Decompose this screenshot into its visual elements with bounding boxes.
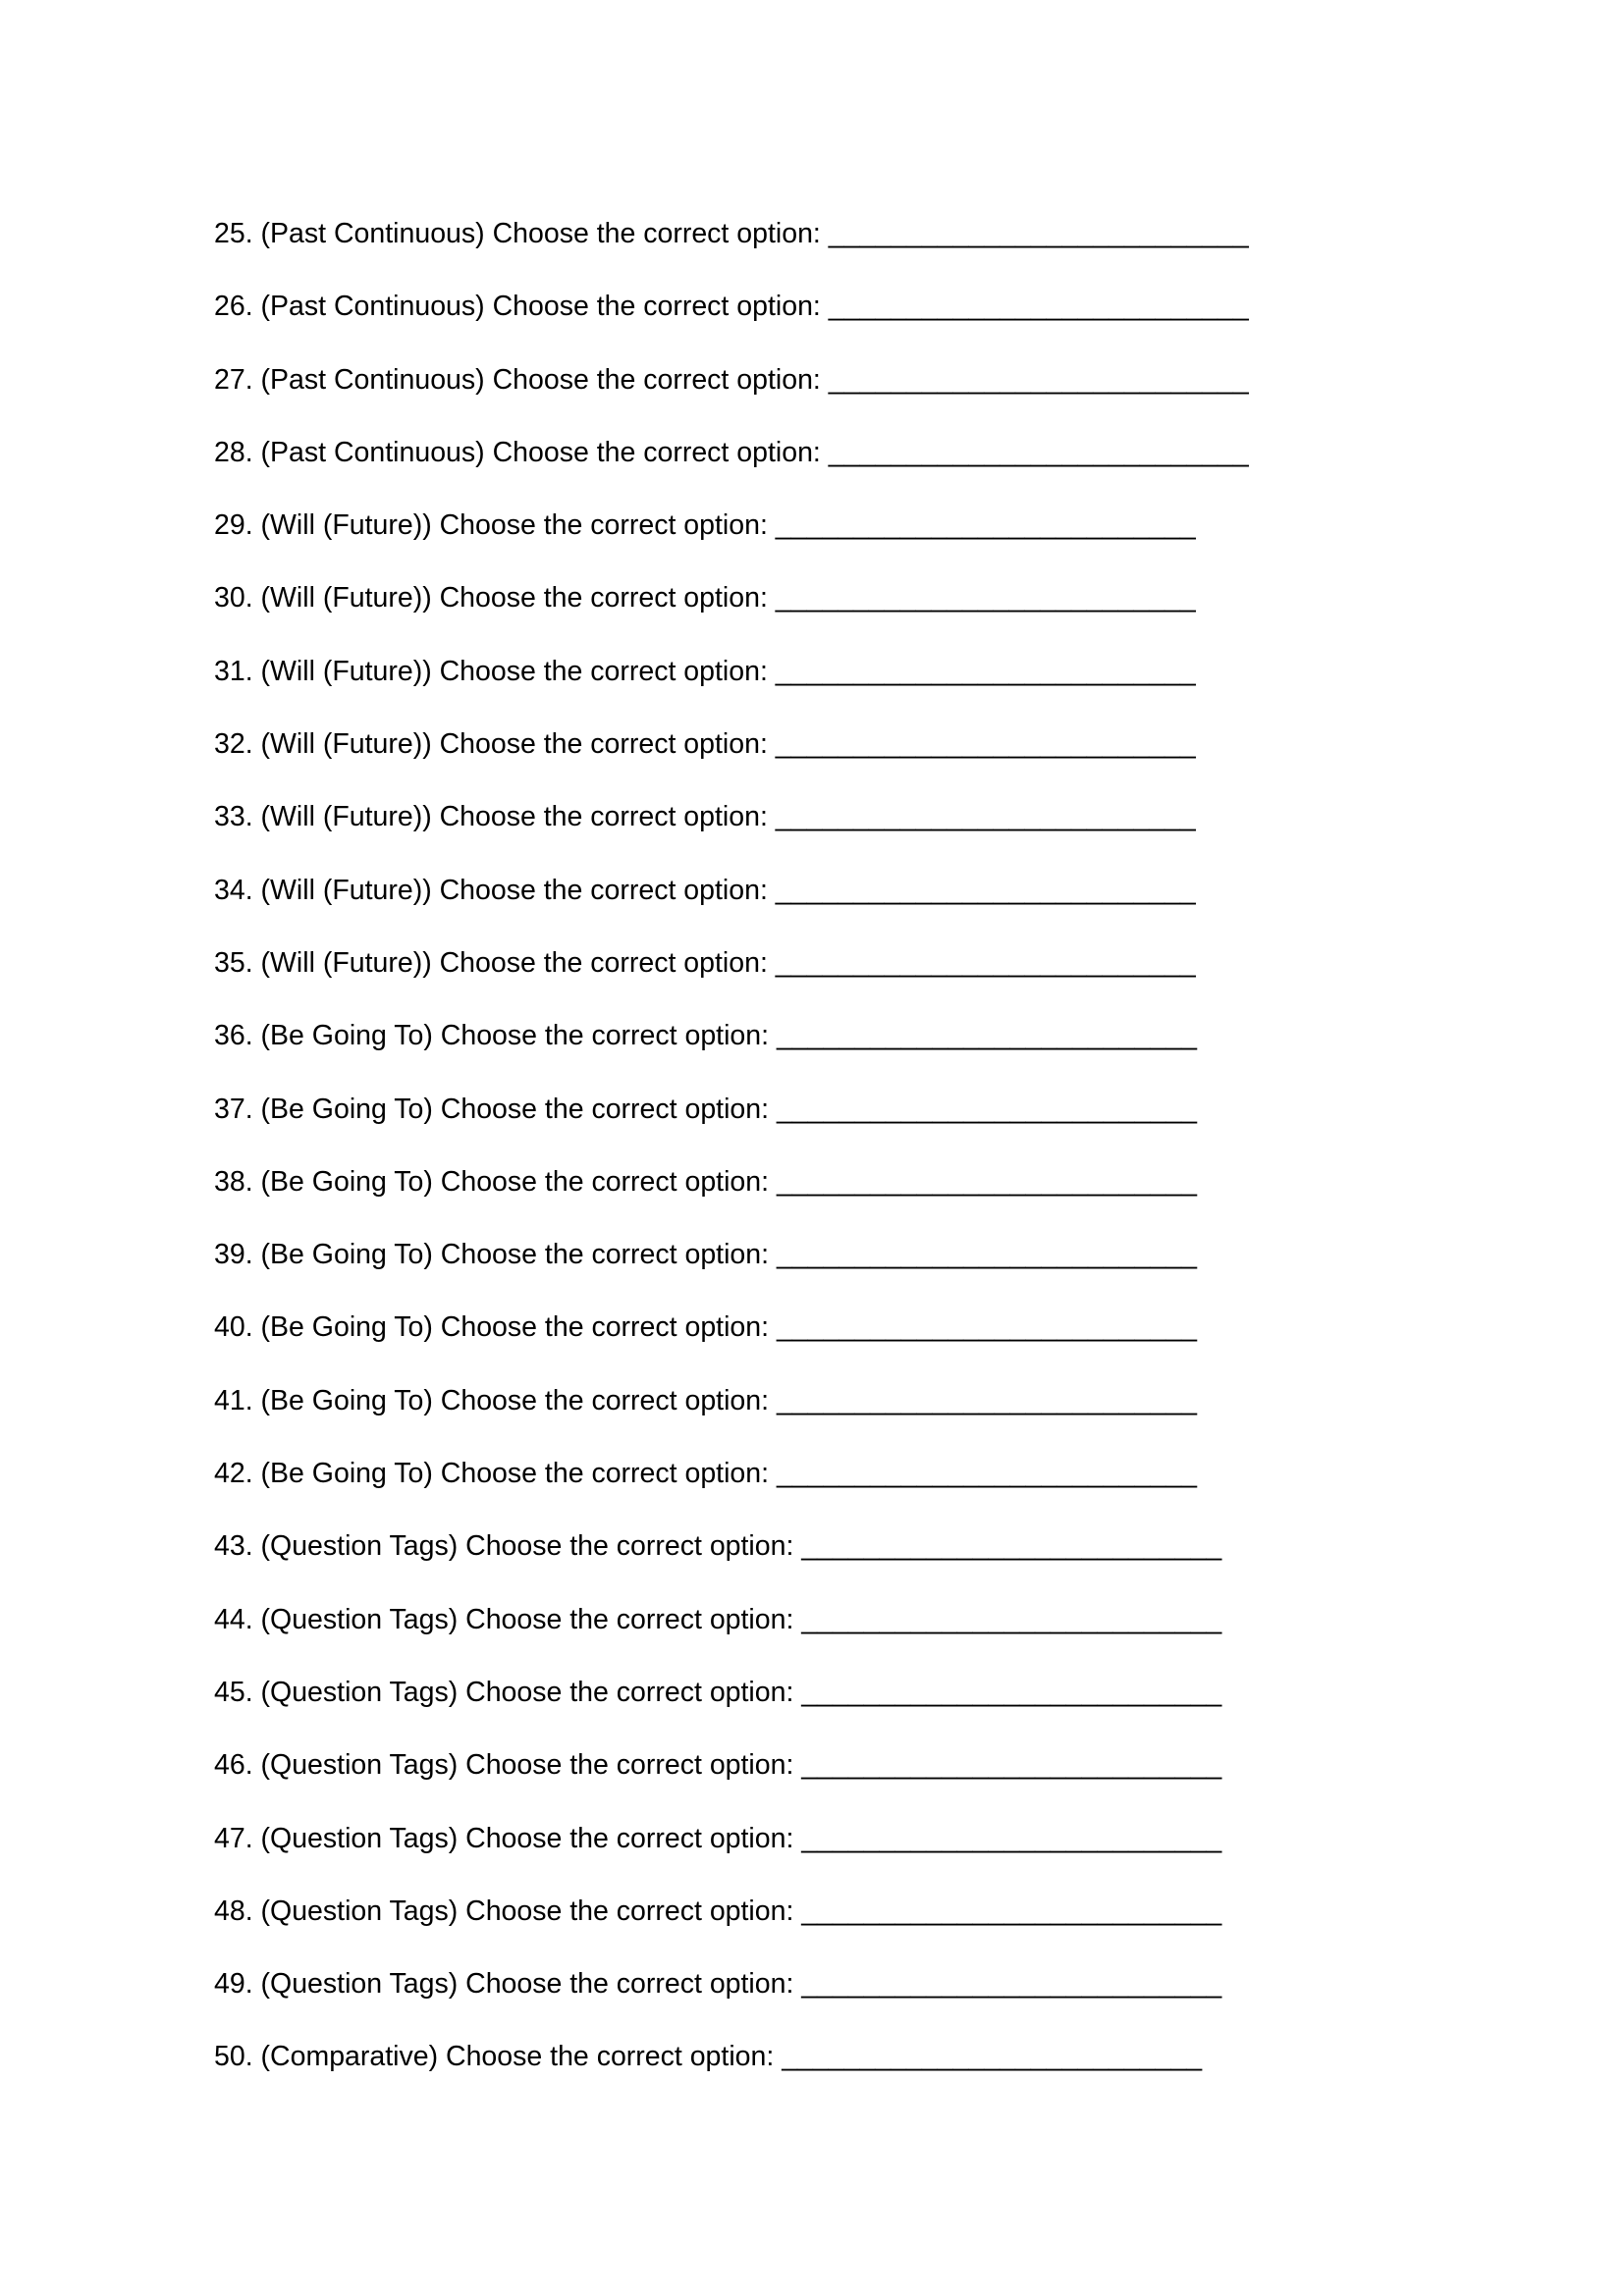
question-item: 36. (Be Going To) Choose the correct option: ___________________________: [214, 1020, 1197, 1052]
question-item: 28. (Past Continuous) Choose the correct option: ___________________________: [214, 436, 1249, 468]
question-item: 38. (Be Going To) Choose the correct option: ___________________________: [214, 1165, 1197, 1198]
question-item: 44. (Question Tags) Choose the correct option: ___________________________: [214, 1603, 1222, 1635]
question-item: 29. (Will (Future)) Choose the correct option: ___________________________: [214, 509, 1196, 542]
question-item: 49. (Question Tags) Choose the correct option: ___________________________: [214, 1968, 1222, 2001]
question-item: 31. (Will (Future)) Choose the correct option: ___________________________: [214, 655, 1196, 687]
question-item: 32. (Will (Future)) Choose the correct option: ___________________________: [214, 728, 1196, 761]
question-item: 48. (Question Tags) Choose the correct option: ___________________________: [214, 1895, 1222, 1927]
question-item: 43. (Question Tags) Choose the correct option: ___________________________: [214, 1530, 1222, 1563]
question-item: 35. (Will (Future)) Choose the correct option: ___________________________: [214, 946, 1196, 979]
question-item: 27. (Past Continuous) Choose the correct option: ___________________________: [214, 363, 1249, 396]
question-item: 47. (Question Tags) Choose the correct option: ___________________________: [214, 1822, 1222, 1854]
question-item: 39. (Be Going To) Choose the correct option: ___________________________: [214, 1239, 1197, 1271]
question-item: 33. (Will (Future)) Choose the correct option: ___________________________: [214, 801, 1196, 833]
question-item: 34. (Will (Future)) Choose the correct option: ___________________________: [214, 874, 1196, 906]
question-item: 46. (Question Tags) Choose the correct option: ___________________________: [214, 1749, 1222, 1782]
question-item: 50. (Comparative) Choose the correct option: ___________________________: [214, 2041, 1203, 2073]
question-item: 37. (Be Going To) Choose the correct option: ___________________________: [214, 1093, 1197, 1125]
question-item: 45. (Question Tags) Choose the correct option: ___________________________: [214, 1676, 1222, 1708]
question-item: 26. (Past Continuous) Choose the correct option: ___________________________: [214, 291, 1249, 323]
question-item: 25. (Past Continuous) Choose the correct option: ___________________________: [214, 218, 1249, 249]
question-item: 30. (Will (Future)) Choose the correct option: ___________________________: [214, 582, 1196, 614]
question-item: 40. (Be Going To) Choose the correct option: ___________________________: [214, 1311, 1197, 1344]
question-item: 42. (Be Going To) Choose the correct option: ___________________________: [214, 1458, 1197, 1490]
question-item: 41. (Be Going To) Choose the correct option: ___________________________: [214, 1384, 1197, 1416]
question-list: [214, 212, 1432, 2109]
